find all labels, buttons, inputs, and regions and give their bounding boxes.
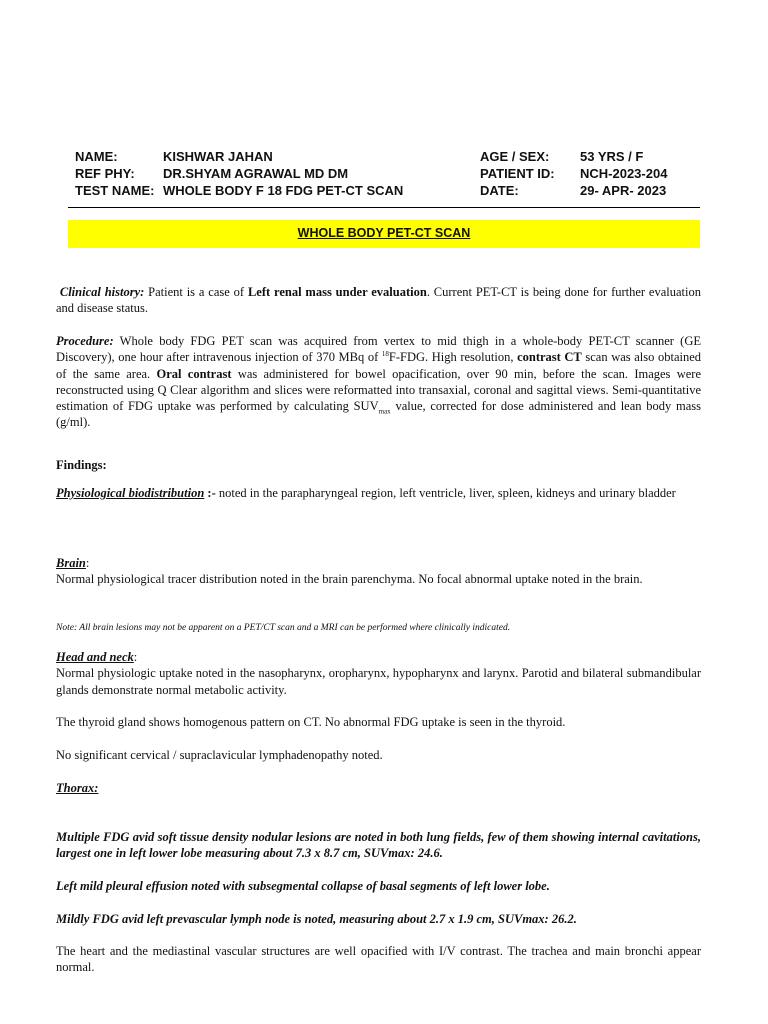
brain-section <box>56 555 701 588</box>
thyroid-text: The thyroid gland shows homogenous pattern on CT. No abnormal FDG uptake is seen in the thyroid. <box>56 715 566 729</box>
lymphadenopathy-text: No significant cervical / supraclavicular lymphadenopathy noted. <box>56 748 383 762</box>
test-name-label: TEST NAME: <box>75 183 155 198</box>
ref-phy-value: DR.SHYAM AGRAWAL MD DM <box>163 166 349 181</box>
procedure <box>56 333 701 431</box>
head-neck-section <box>56 649 701 698</box>
contrast-ct-term: contrast CT <box>517 350 582 365</box>
clinical-text-end: . Current PET-CT is being done for further evaluation and disease status. <box>56 285 701 316</box>
date-label: DATE: <box>480 183 519 198</box>
header-row-name <box>75 148 705 165</box>
procedure-text: scan was also obtained of the same area. <box>56 350 702 381</box>
physio-text: noted in the parapharyngeal region, left ventricle, liver, spleen, kidneys and urinary bladder <box>218 486 676 500</box>
head-neck-label: Head and neck <box>56 650 134 664</box>
head-neck-colon: : <box>133 650 138 664</box>
brain-colon: : <box>85 556 90 570</box>
age-sex-label: AGE / SEX: <box>480 149 550 164</box>
procedure-text: was administered for bowel opacification, over 90 min, before the scan. Images were reconstructed using Q Clear algorithm and slices were reformatted into transaxial, coronal and sagittal views. Semi-quantitative estimation of FDG uptake was performed by calculating SUV <box>56 366 702 414</box>
physio-separator: :- <box>207 486 216 500</box>
thorax-finding-lymph-node: Mildly FDG avid left prevascular lymph node is noted, measuring about 2.7 x 1.9 cm, SUVmax: 26.2. <box>56 912 577 926</box>
suv-max-subscript: max <box>378 407 391 416</box>
oral-contrast-term: Oral contrast <box>156 366 232 381</box>
ref-phy-label: REF PHY: <box>75 166 135 181</box>
patient-id-label: PATIENT ID: <box>480 166 555 181</box>
header-row-test <box>75 182 705 199</box>
physio-label: Physiological biodistribution <box>56 486 205 500</box>
name-value: KISHWAR JAHAN <box>163 149 273 164</box>
patient-id-value: NCH-2023-204 <box>580 166 668 181</box>
clinical-history-label: Clinical history: <box>59 285 145 299</box>
brain-text: Normal physiological tracer distribution noted in the brain parenchyma. No focal abnormal uptake noted in the brain. <box>56 572 643 587</box>
clinical-history <box>56 284 701 317</box>
title-banner <box>68 220 700 248</box>
patient-header <box>75 148 705 199</box>
thorax-heart-text: The heart and the mediastinal vascular structures are well opacified with I/V contrast. The trachea and main bronchi appear normal. <box>56 944 701 975</box>
report-title: WHOLE BODY PET-CT SCAN <box>297 226 471 240</box>
thorax-heading <box>56 780 701 796</box>
clinical-text: Patient is a case of <box>148 285 245 299</box>
thorax-finding-effusion: Left mild pleural effusion noted with subsegmental collapse of basal segments of left lower lobe. <box>56 879 550 893</box>
procedure-text: value, corrected for dose administered and lean body mass (g/ml). <box>56 399 702 430</box>
name-label: NAME: <box>75 149 118 164</box>
physiological-biodistribution <box>56 481 701 505</box>
clinical-diagnosis: Left renal mass under evaluation <box>247 285 427 299</box>
brain-label: Brain <box>56 556 86 570</box>
test-name-value: WHOLE BODY F 18 FDG PET-CT SCAN <box>163 183 404 198</box>
findings-title: Findings: <box>56 458 107 472</box>
procedure-text: Whole body FDG PET scan was acquired from vertex to mid thigh in a whole-body PET-CT scanner (GE Discovery), one hour after intravenous injection of 370 MBq of <box>56 334 701 365</box>
isotope-superscript: 18 <box>381 350 389 359</box>
age-sex-value: 53 YRS / F <box>580 149 644 164</box>
brain-note: Note: All brain lesions may not be apparent on a PET/CT scan and a MRI can be performed where clinically indicated. <box>56 623 511 633</box>
procedure-text: F-FDG. High resolution, <box>388 350 514 365</box>
header-row-ref <box>75 165 705 182</box>
header-divider <box>68 207 700 208</box>
procedure-label: Procedure: <box>56 334 114 348</box>
thorax-label: Thorax: <box>56 781 99 795</box>
date-value: 29- APR- 2023 <box>580 183 667 198</box>
thorax-finding-lung-lesions: Multiple FDG avid soft tissue density nodular lesions are noted in both lung fields, few of them showing internal cavitations, largest one in left lower lobe measuring about 7.3 x 8.7 cm, SUVmax: 24.6. <box>56 830 701 861</box>
head-neck-text: Normal physiologic uptake noted in the nasopharynx, oropharynx, hypopharynx and larynx. Parotid and bilateral submandibular glands demonstrate normal metabolic activity. <box>56 666 701 697</box>
